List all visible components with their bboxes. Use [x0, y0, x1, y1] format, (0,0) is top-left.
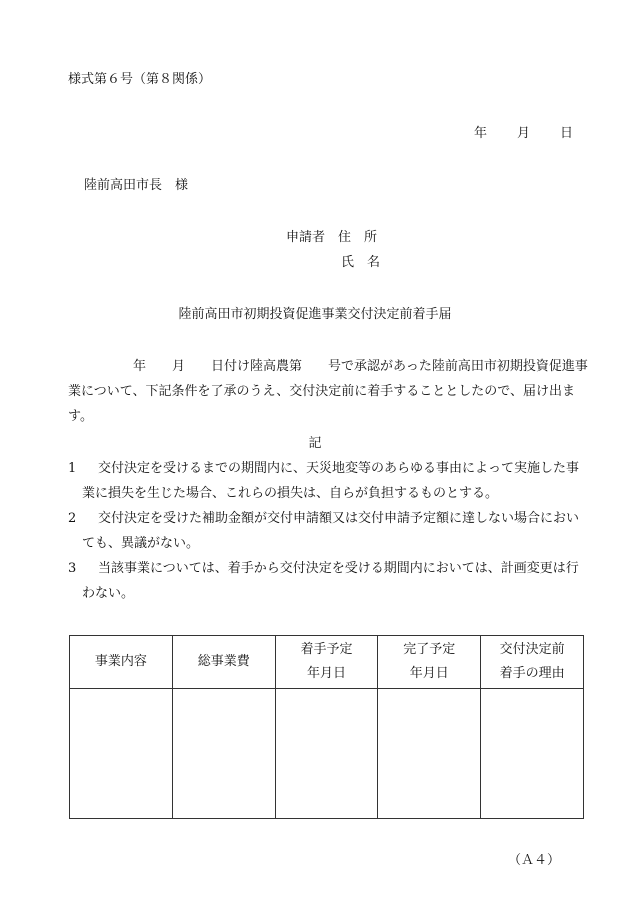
cell-start-date[interactable] — [275, 689, 378, 819]
cell-project-content[interactable] — [70, 689, 173, 819]
body-paragraph: 年 月 日付け陸高農第 号で承認があった陸前高田市初期投資促進事業について、下記条件を了承のうえ、交付決定前に着手することとしたので、届け出ます。 — [68, 359, 588, 424]
project-table — [69, 635, 584, 819]
condition-text: 当該事業については、着手から交付決定を受ける期間内においては、計画変更は行わない。 — [82, 561, 579, 601]
condition-item — [68, 506, 590, 556]
cell-completion-date[interactable] — [378, 689, 481, 819]
document-title: 陸前高田市初期投資促進事業交付決定前着手届 — [178, 307, 452, 322]
condition-item — [68, 556, 590, 606]
header-text: 交付決定前 — [499, 642, 565, 657]
header-reason — [481, 636, 584, 689]
condition-item — [68, 456, 590, 506]
table-row — [70, 689, 584, 819]
header-text: 完了予定 — [403, 642, 456, 657]
header-text: 事業内容 — [94, 654, 147, 669]
applicant-address-label: 申請者 住 所 — [286, 230, 378, 245]
condition-number: 1 — [68, 461, 77, 476]
conditions-list — [68, 456, 590, 606]
date-month: 月 — [517, 126, 531, 141]
ki-heading: 記 — [308, 436, 322, 451]
date-day: 日 — [560, 126, 574, 141]
addressee: 陸前高田市長 様 — [84, 178, 189, 193]
applicant-name-label: 氏 名 — [341, 255, 381, 270]
header-completion-date — [378, 636, 481, 689]
header-text-line2: 年月日 — [306, 666, 346, 681]
header-text: 総事業費 — [197, 654, 250, 669]
form-number: 様式第６号（第８関係） — [68, 72, 212, 87]
condition-number: 3 — [68, 561, 77, 576]
condition-text: 交付決定を受けた補助金額が交付申請額又は交付申請予定額に達しない場合においても、異議がない。 — [82, 511, 580, 551]
table-header-row — [70, 636, 584, 689]
header-text-line2: 年月日 — [409, 666, 449, 681]
condition-text: 交付決定を受けるまでの期間内に、天災地変等のあらゆる事由によって実施した事業に損失を生じた場合、これらの損失は、自らが負担するものとする。 — [82, 461, 580, 501]
header-total-cost — [172, 636, 275, 689]
cell-total-cost[interactable] — [172, 689, 275, 819]
cell-reason[interactable] — [481, 689, 584, 819]
header-project-content — [70, 636, 173, 689]
date-year: 年 — [474, 126, 488, 141]
header-start-date — [275, 636, 378, 689]
paper-size-label: （Ａ４） — [508, 853, 561, 868]
header-text-line2: 着手の理由 — [499, 666, 565, 681]
header-text: 着手予定 — [300, 642, 353, 657]
condition-number: 2 — [68, 511, 77, 526]
date-line — [474, 122, 573, 141]
